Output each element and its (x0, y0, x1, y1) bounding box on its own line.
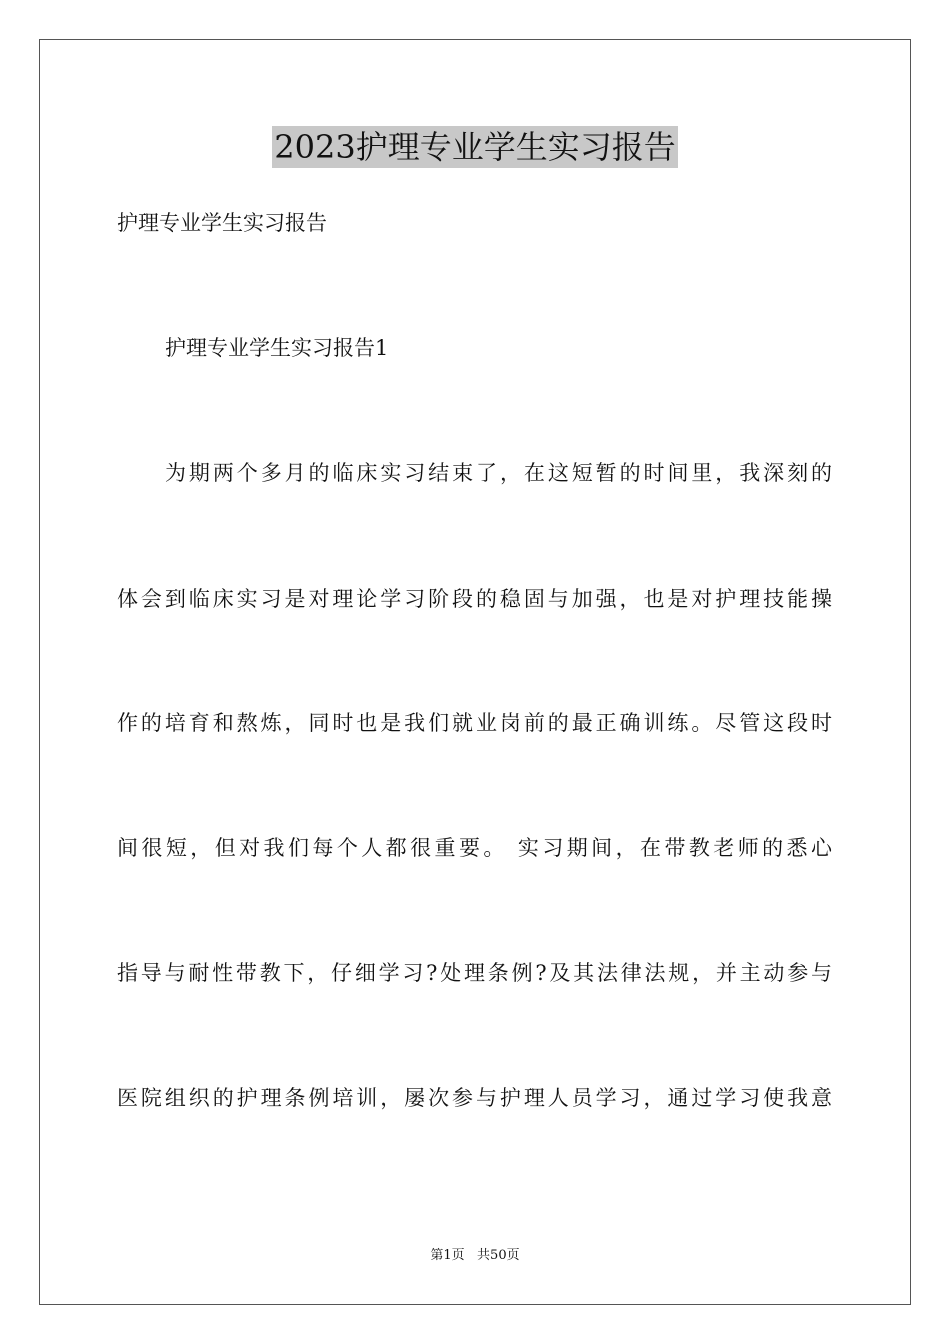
body-line: 医院组织的护理条例培训，屡次参与护理人员学习，通过学习使我意 (117, 1086, 832, 1110)
body-line: 为期两个多月的临床实习结束了，在这短暂的时间里，我深刻的 (165, 461, 832, 485)
body-line: 指导与耐性带教下，仔细学习?处理条例?及其法律法规，并主动参与 (117, 961, 832, 985)
body-line: 作的培育和熬炼，同时也是我们就业岗前的最正确训练。尽管这段时 (117, 711, 832, 735)
title-container (0, 126, 950, 168)
section-heading: 护理专业学生实习报告1 (165, 336, 389, 360)
body-line: 体会到临床实习是对理论学习阶段的稳固与加强，也是对护理技能操 (117, 587, 832, 611)
document-subtitle: 护理专业学生实习报告 (117, 211, 327, 235)
page-footer: 第1页 共50页 (430, 1248, 520, 1263)
body-line: 间很短，但对我们每个人都很重要。 实习期间，在带教老师的悉心 (117, 836, 832, 860)
document-title: 2023护理专业学生实习报告 (274, 128, 676, 166)
